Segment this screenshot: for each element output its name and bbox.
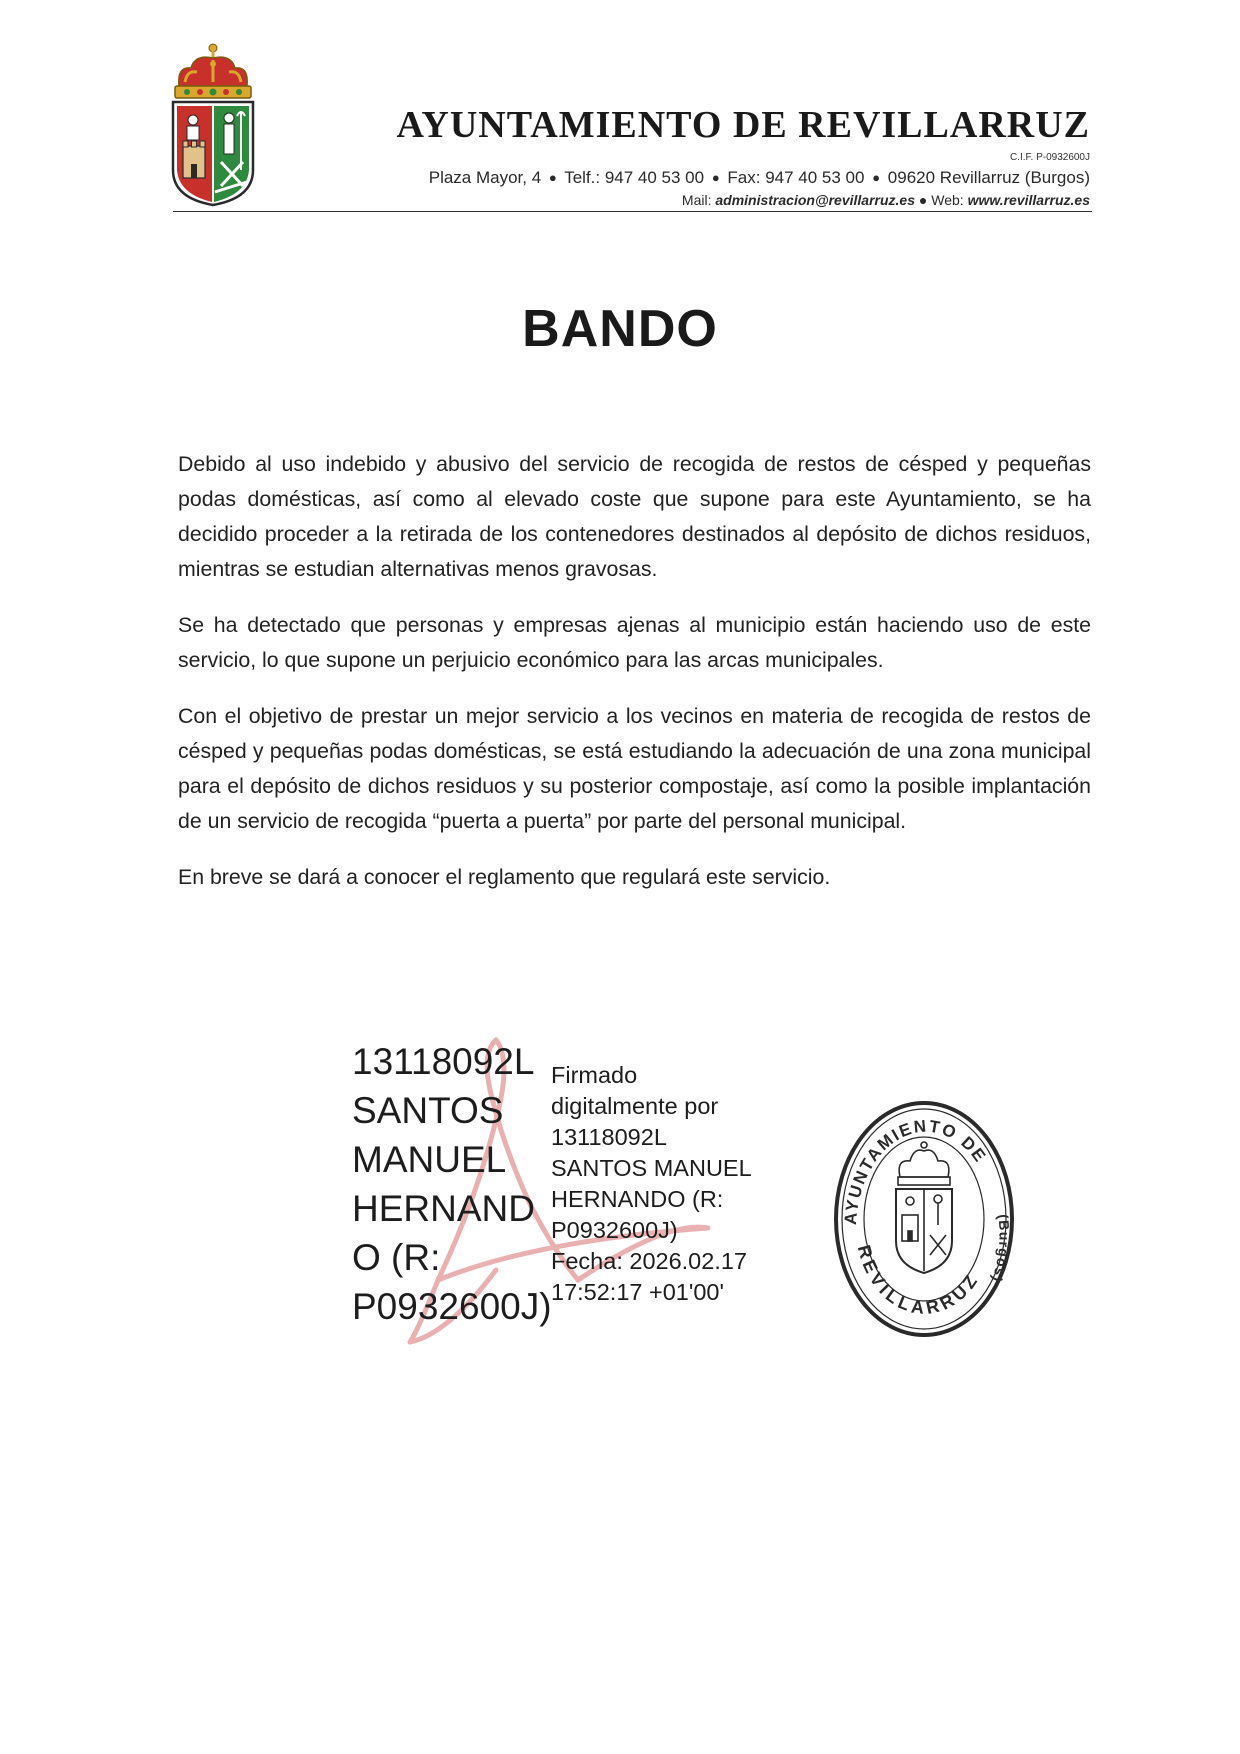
organization-name: AYUNTAMIENTO DE REVILLARRUZ xyxy=(396,104,1090,146)
bullet-separator: ● xyxy=(548,170,557,185)
paragraph: En breve se dará a conocer el reglamento que regulará este servicio. xyxy=(178,865,831,889)
bullet-separator: ● xyxy=(872,170,881,185)
website: www.revillarruz.es xyxy=(967,192,1090,208)
signature-detail-line: P0932600J) xyxy=(551,1217,678,1243)
web-contact-line xyxy=(682,192,1090,208)
bullet-separator: ● xyxy=(918,192,928,208)
bullet-separator: ● xyxy=(711,170,720,185)
signature-time: 17:52:17 +01'00' xyxy=(551,1279,724,1305)
contact-line xyxy=(429,168,1090,188)
signature-details xyxy=(551,1060,761,1308)
signer-name-line: 13118092L xyxy=(352,1041,535,1082)
signer-name xyxy=(352,1037,557,1331)
address: Plaza Mayor, 4 xyxy=(428,168,542,187)
crown-icon xyxy=(175,44,251,98)
tax-id: C.I.F. P-0932600J xyxy=(1009,152,1090,163)
signature-detail-line: digitalmente por xyxy=(551,1093,719,1119)
signature-detail-line: 13118092L xyxy=(551,1124,667,1150)
municipal-seal-stamp-icon xyxy=(830,1097,1018,1342)
svg-text:AYUNTAMIENTO DE: AYUNTAMIENTO DE xyxy=(840,1116,991,1226)
paragraph: Con el objetivo de prestar un mejor servicio a los vecinos en materia de recogida de restos de césped y pequeñas podas domésticas, se está estudiando la adecuación de una zona municipal para el depósito de dichos residuos y su posterior compostaje, así como la posible implantación de un servicio de recogida “puerta a puerta” por parte del personal municipal. xyxy=(178,704,1091,833)
signer-name-line: O (R: xyxy=(352,1237,441,1278)
mail-label: Mail: xyxy=(681,192,712,208)
signature-detail-line: Firmado xyxy=(551,1062,638,1088)
body-text xyxy=(178,447,1091,916)
document-title: BANDO xyxy=(522,300,718,358)
signature-date: Fecha: 2026.02.17 xyxy=(551,1248,747,1274)
phone: Telf.: 947 40 53 00 xyxy=(564,168,705,187)
signer-name-line: MANUEL xyxy=(352,1139,507,1180)
svg-text:(Burgos): (Burgos) xyxy=(988,1213,1013,1285)
svg-text:REVILLARRUZ: REVILLARRUZ xyxy=(853,1242,984,1319)
signature-detail-line: SANTOS MANUEL xyxy=(551,1155,752,1181)
signer-name-line: P0932600J) xyxy=(352,1286,552,1327)
coat-of-arms-icon xyxy=(165,42,261,207)
header-divider xyxy=(173,211,1092,212)
paragraph: Debido al uso indebido y abusivo del servicio de recogida de restos de césped y pequeñas podas domésticas, así como al elevado coste que supone para este Ayuntamiento, se ha decidido proceder a la retirada de los contenedores destinados al depósito de dichos residuos, mientras se estudian alternativas menos gravosas. xyxy=(178,452,1091,581)
shield-icon xyxy=(173,102,253,205)
postal-address: 09620 Revillarruz (Burgos) xyxy=(887,168,1090,187)
web-label: Web: xyxy=(931,192,964,208)
fax: Fax: 947 40 53 00 xyxy=(727,168,865,187)
signer-name-line: SANTOS xyxy=(352,1090,504,1131)
signer-name-line: HERNAND xyxy=(352,1188,535,1229)
email-address: administracion@revillarruz.es xyxy=(715,192,915,208)
paragraph: Se ha detectado que personas y empresas ajenas al municipio están haciendo uso de este servicio, lo que supone un perjuicio económico para las arcas municipales. xyxy=(178,613,1091,672)
signature-detail-line: HERNANDO (R: xyxy=(551,1186,724,1212)
